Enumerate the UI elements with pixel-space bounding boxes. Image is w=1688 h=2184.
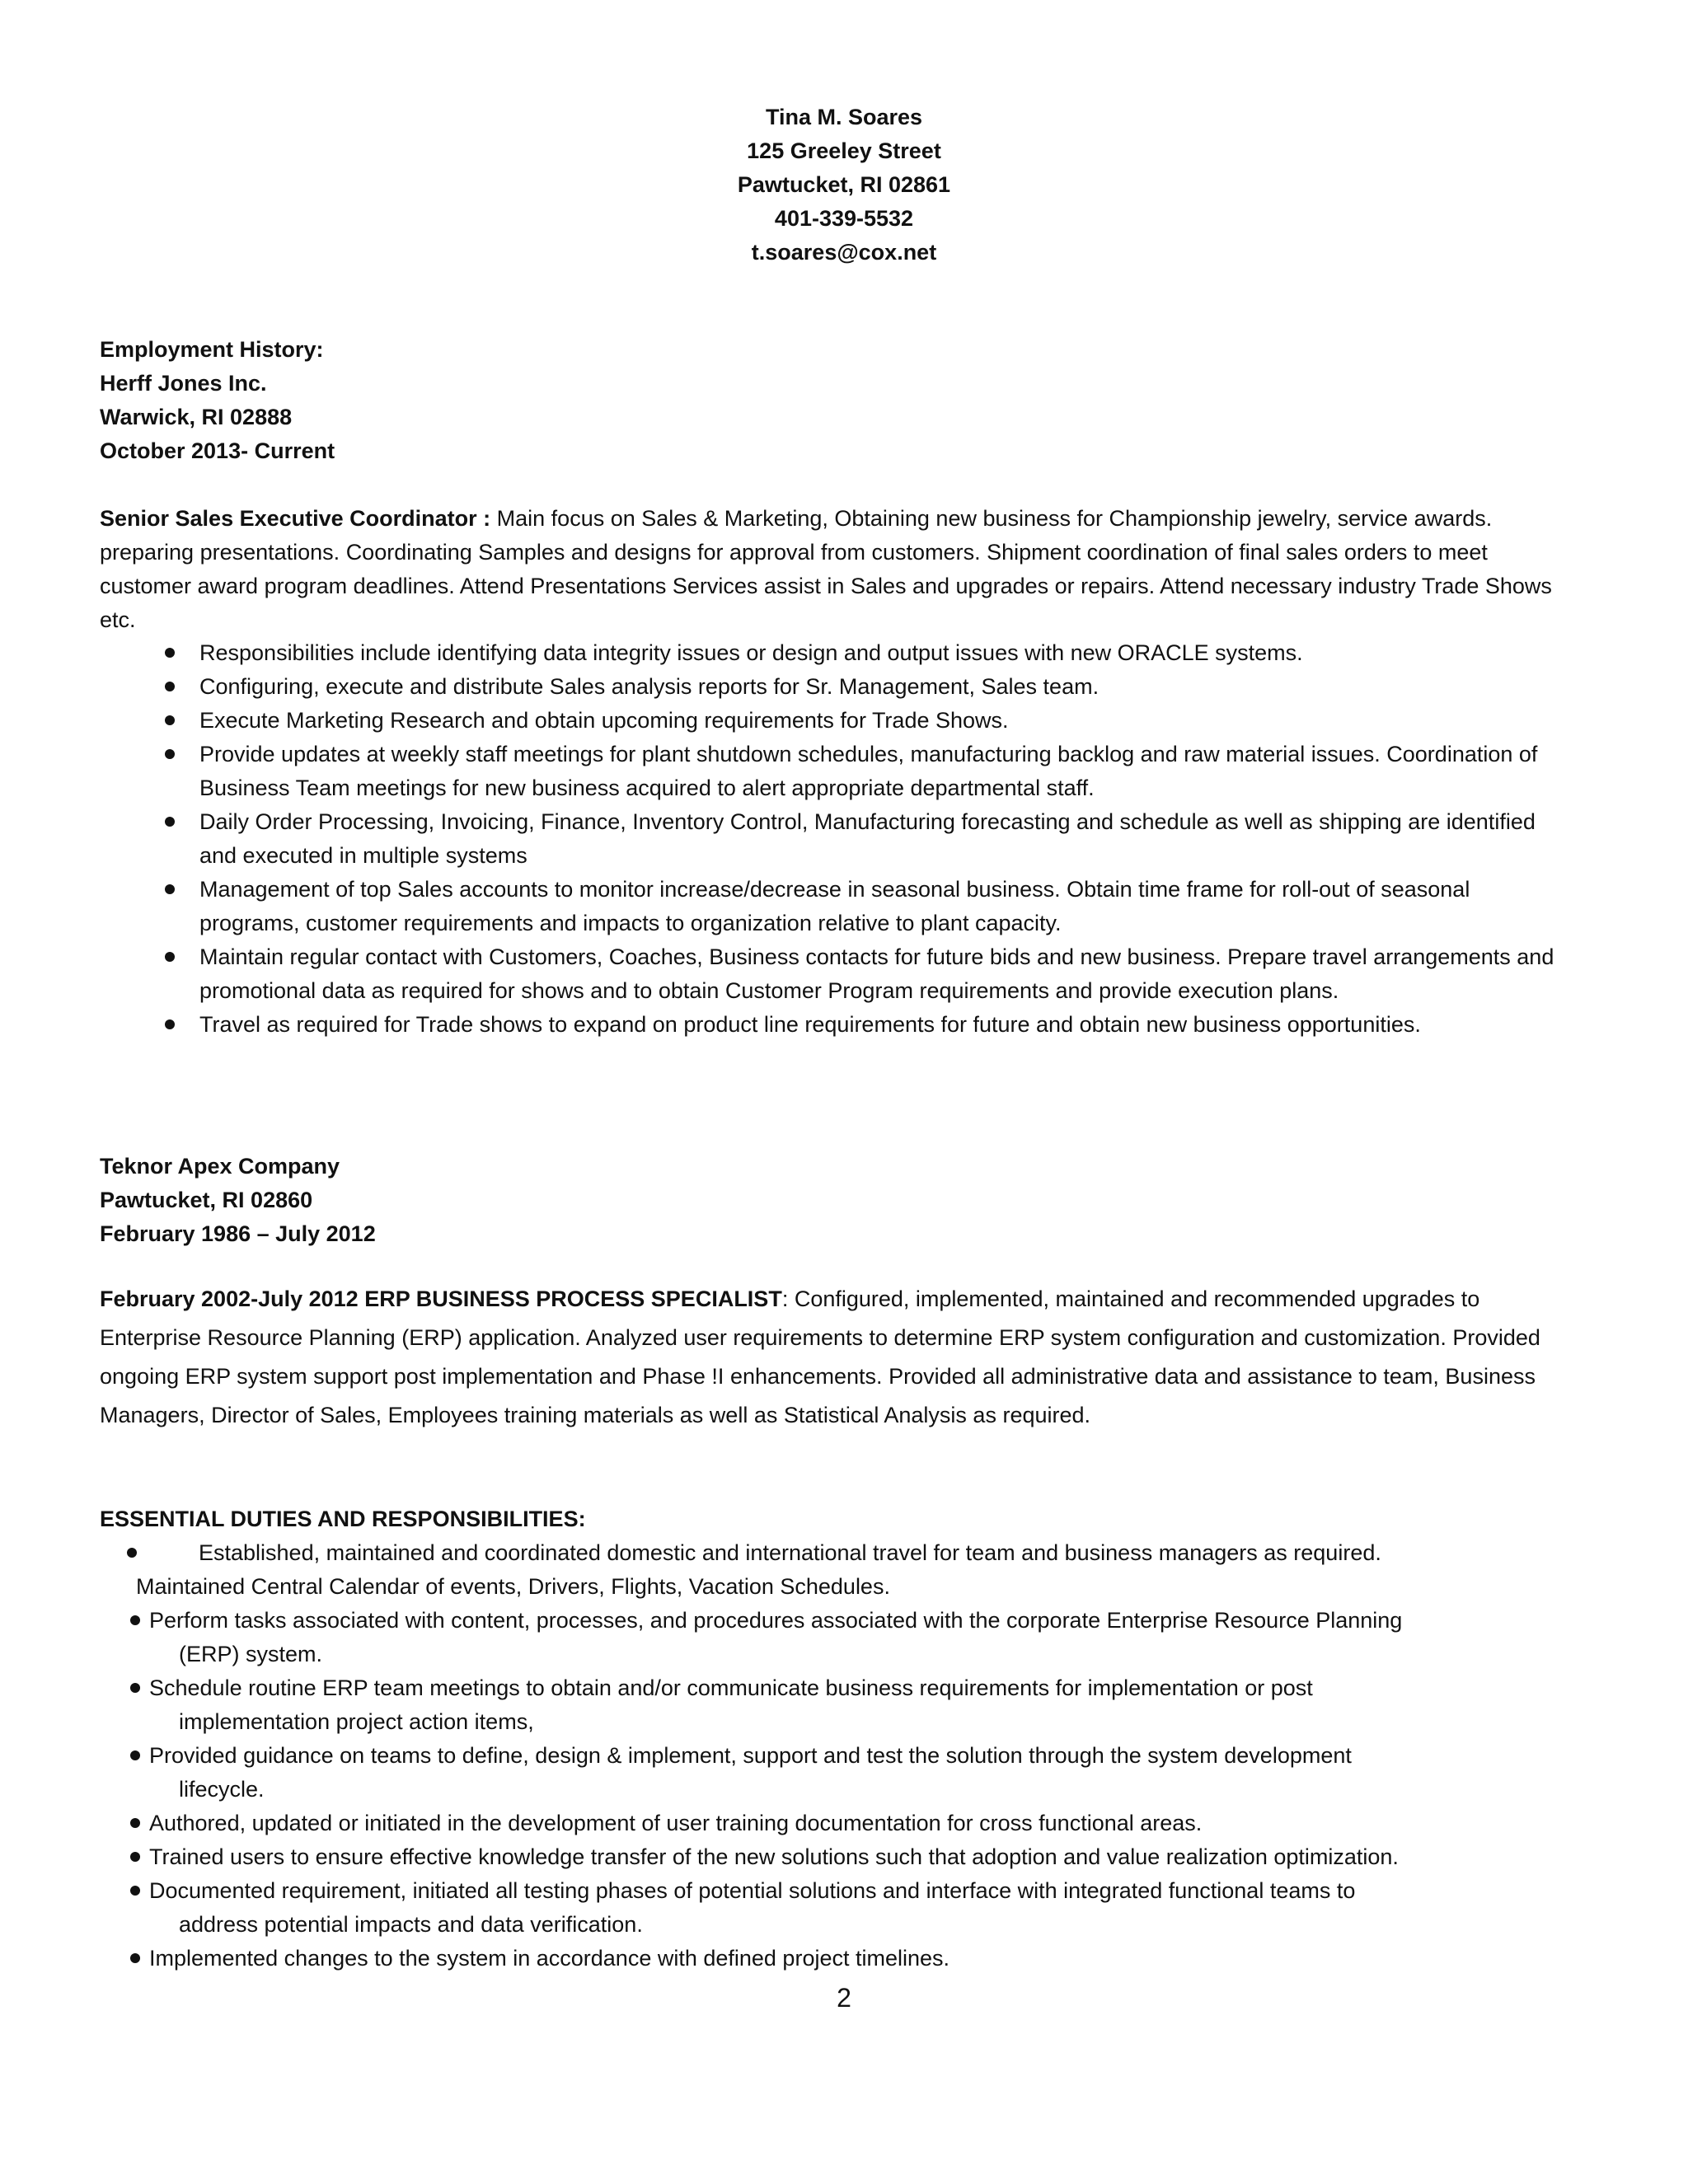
list-item: Travel as required for Trade shows to expand on product line requirements for future and obtain new business opportunities. [100, 1008, 1567, 1042]
bullet-icon [130, 1953, 140, 1963]
list-item: Maintain regular contact with Customers, Coaches, Business contacts for future bids and new business. Prepare travel arrangements and promotional data as required for shows and to obtain Customer Program requirements and provide execution plans. [100, 940, 1567, 1008]
bullet-icon [165, 749, 175, 759]
bullet-icon [130, 1818, 140, 1828]
bullet-icon [165, 648, 175, 658]
bullet-icon [165, 1019, 175, 1029]
first-duty-line2: Maintained Central Calendar of events, Drivers, Flights, Vacation Schedules. [136, 1574, 890, 1599]
bullet-icon [130, 1683, 140, 1693]
job2-location: Pawtucket, RI 02860 [100, 1188, 313, 1212]
job2-company: Teknor Apex Company [100, 1154, 340, 1179]
bullet-icon [165, 817, 175, 827]
bullet-icon [130, 1852, 140, 1862]
bullet-icon [127, 1548, 137, 1558]
bullet-icon [165, 715, 175, 725]
bullet-icon [165, 682, 175, 691]
job2-description: : Configured, implemented, maintained and recommended upgrades to Enterprise Resource Planning (ERP) application. Analyzed user requirements to determine ERP system configuration and customization. Provided ongoing ERP system support post implementation and Phase !I enhancements. Provided all administrative data and assistance to team, Business Managers, Director of Sales, Employees training materials as well as Statistical Analysis as required. [100, 1286, 1540, 1427]
job1-location: Warwick, RI 02888 [100, 405, 293, 429]
bullet-icon [165, 952, 175, 962]
page-number: 2 [837, 1983, 851, 2013]
list-item: Schedule routine ERP team meetings to obtain and/or communicate business requirements for implementation or post implementation project action items, [100, 1671, 1616, 1739]
bullet-icon [130, 1886, 140, 1896]
list-item: Documented requirement, initiated all testing phases of potential solutions and interface with integrated functional teams to address potential impacts and data verification. [100, 1874, 1616, 1942]
job2-header [100, 1150, 1600, 1251]
list-item: Authored, updated or initiated in the development of user training documentation for cross functional areas. [100, 1807, 1616, 1840]
list-item: Provide updates at weekly staff meetings for plant shutdown schedules, manufacturing backlog and raw material issues. Coordination of Business Team meetings for new business acquired to alert appropriate departmental staff. [100, 738, 1567, 805]
list-item: Trained users to ensure effective knowledge transfer of the new solutions such that adoption and value realization optimization. [100, 1840, 1616, 1874]
job1-company: Herff Jones Inc. [100, 371, 267, 396]
job2-summary [100, 1280, 1583, 1435]
job1-summary [100, 502, 1583, 637]
first-duty-line1: Established, maintained and coordinated domestic and international travel for team and business managers as required. [199, 1540, 1381, 1565]
bullet-icon [165, 884, 175, 894]
list-item: Perform tasks associated with content, processes, and procedures associated with the corporate Enterprise Resource Planning (ERP) system. [100, 1604, 1616, 1671]
list-item: Configuring, execute and distribute Sales analysis reports for Sr. Management, Sales team. [100, 670, 1567, 704]
job1-title: Senior Sales Executive Coordinator : [100, 506, 491, 531]
list-item: Responsibilities include identifying data integrity issues or design and output issues with new ORACLE systems. [100, 636, 1567, 670]
bullet-icon [130, 1615, 140, 1625]
duties-list [100, 1604, 1616, 1975]
phone-number: 401-339-5532 [774, 206, 914, 231]
job1-bullet-list [100, 636, 1567, 1042]
bullet-icon [130, 1750, 140, 1760]
first-duty [100, 1536, 1583, 1604]
city-state-zip: Pawtucket, RI 02861 [737, 172, 951, 197]
contact-header [0, 101, 1688, 269]
job1-description: Main focus on Sales & Marketing, Obtaining new business for Championship jewelry, service awards. preparing presentations. Coordinating Samples and designs for approval from customers. Shipment coordination of final sales orders to meet customer award program deadlines. Attend Presentations Services assist in Sales and upgrades or repairs. Attend necessary industry Trade Shows etc. [100, 506, 1552, 632]
list-item: Implemented changes to the system in accordance with defined project timelines. [100, 1942, 1616, 1975]
list-item: Execute Marketing Research and obtain upcoming requirements for Trade Shows. [100, 704, 1567, 738]
list-item: Daily Order Processing, Invoicing, Finance, Inventory Control, Manufacturing forecasting and schedule as well as shipping are identified and executed in multiple systems [100, 805, 1567, 873]
list-item: Management of top Sales accounts to monitor increase/decrease in seasonal business. Obtain time frame for roll-out of seasonal programs, customer requirements and impacts to organization relative to plant capacity. [100, 873, 1567, 940]
duties-heading: ESSENTIAL DUTIES AND RESPONSIBILITIES: [100, 1507, 586, 1531]
list-item: Provided guidance on teams to define, design & implement, support and test the solution through the system development lifecycle. [100, 1739, 1616, 1807]
street-address: 125 Greeley Street [747, 138, 941, 163]
email-address: t.soares@cox.net [751, 240, 937, 265]
employment-history-heading: Employment History: [100, 337, 324, 362]
job1-header [100, 333, 1600, 468]
job2-title: February 2002-July 2012 ERP BUSINESS PROCESS SPECIALIST [100, 1286, 782, 1311]
job1-dates: October 2013- Current [100, 438, 335, 463]
job2-dates: February 1986 – July 2012 [100, 1221, 376, 1246]
applicant-name: Tina M. Soares [765, 105, 923, 129]
